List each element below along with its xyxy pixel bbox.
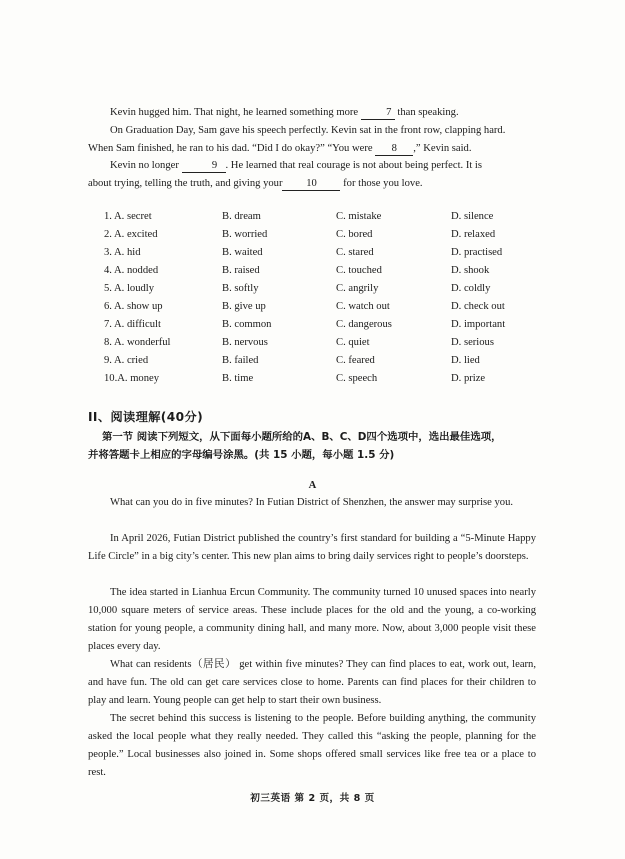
cloze-line-2: On Graduation Day, Sam gave his speech perfectly. Kevin sat in the front row, clapping hard. bbox=[110, 125, 506, 136]
cloze-text: than speaking. bbox=[394, 107, 459, 118]
passage-paragraph-2: In April 2026, Futian District published the country’s first standard for building a “5-Minute Happy Life Circle” in a big city’s center. This new plan aims to bring daily services right to people’s doorsteps. bbox=[88, 533, 536, 562]
option-a: 5. A. loudly bbox=[104, 283, 155, 294]
option-row-4 bbox=[104, 262, 534, 280]
cloze-text: Kevin no longer bbox=[110, 160, 182, 171]
option-c: C. mistake bbox=[336, 211, 382, 222]
option-d: D. serious bbox=[451, 337, 494, 348]
option-a: 8. A. wonderful bbox=[104, 337, 171, 348]
option-b: B. common bbox=[222, 319, 272, 330]
option-b: B. waited bbox=[222, 247, 263, 258]
option-a: 1. A. secret bbox=[104, 211, 152, 222]
option-b: B. worried bbox=[222, 229, 268, 240]
option-row-8 bbox=[104, 334, 534, 352]
section-instructions-line-2: 并将答题卡上相应的字母编号涂黑。(共 15 小题，每小题 1.5 分) bbox=[88, 449, 395, 461]
cloze-text: for those you love. bbox=[340, 178, 423, 189]
blank-7: 7 bbox=[361, 107, 395, 120]
option-c: C. bored bbox=[336, 229, 373, 240]
cloze-text: Kevin hugged him. That night, he learned something more bbox=[110, 107, 361, 118]
cloze-line-3 bbox=[88, 140, 536, 158]
option-d: D. lied bbox=[451, 355, 480, 366]
option-d: D. prize bbox=[451, 373, 486, 384]
option-b: B. softly bbox=[222, 283, 259, 294]
option-c: C. feared bbox=[336, 355, 375, 366]
cloze-line-4 bbox=[88, 157, 536, 175]
option-c: C. dangerous bbox=[336, 319, 392, 330]
cloze-text: When Sam finished, he ran to his dad. “Did I do okay?” “You were bbox=[88, 143, 376, 154]
option-c: C. quiet bbox=[336, 337, 370, 348]
option-c: C. angrily bbox=[336, 283, 379, 294]
page-footer: 初三英语 第 2 页，共 8 页 bbox=[250, 793, 375, 804]
passage-paragraph-5: The secret behind this success is listening to the people. Before building anything, the community asked the local people what they really needed. They called this “asking the people, planning for the people.” Local businesses also joined in. Some shops offered small services like free tea or a place to rest. bbox=[88, 713, 536, 778]
option-d: D. relaxed bbox=[451, 229, 496, 240]
blank-9: 9 bbox=[182, 160, 226, 173]
option-a: 6. A. show up bbox=[104, 301, 163, 312]
option-b: B. failed bbox=[222, 355, 259, 366]
option-row-10 bbox=[104, 370, 534, 388]
option-d: D. coldly bbox=[451, 283, 491, 294]
section-instructions-line-1: 第一节 阅读下列短文，从下面每小题所给的A、B、C、D四个选项中，选出最佳选项， bbox=[102, 431, 502, 443]
option-b: B. nervous bbox=[222, 337, 268, 348]
option-row-6 bbox=[104, 298, 534, 316]
option-a: 2. A. excited bbox=[104, 229, 158, 240]
cloze-text: about trying, telling the truth, and giving your bbox=[88, 178, 283, 189]
cloze-text: . He learned that real courage is not about being perfect. It is bbox=[225, 160, 483, 171]
option-a: 4. A. nodded bbox=[104, 265, 159, 276]
cloze-line-1 bbox=[88, 104, 536, 122]
option-row-7 bbox=[104, 316, 534, 334]
option-row-1 bbox=[104, 208, 534, 226]
option-a: 7. A. difficult bbox=[104, 319, 161, 330]
option-row-2 bbox=[104, 226, 534, 244]
option-b: B. dream bbox=[222, 211, 261, 222]
option-c: C. touched bbox=[336, 265, 382, 276]
option-b: B. give up bbox=[222, 301, 266, 312]
option-d: D. shook bbox=[451, 265, 490, 276]
option-d: D. silence bbox=[451, 211, 494, 222]
option-row-3 bbox=[104, 244, 534, 262]
option-row-9 bbox=[104, 352, 534, 370]
option-c: C. stared bbox=[336, 247, 374, 258]
option-c: C. watch out bbox=[336, 301, 390, 312]
option-c: C. speech bbox=[336, 373, 378, 384]
option-d: D. practised bbox=[451, 247, 503, 258]
blank-8: 8 bbox=[375, 143, 413, 156]
option-row-5 bbox=[104, 280, 534, 298]
passage-label: A bbox=[308, 480, 317, 491]
section-title: II、阅读理解(40分) bbox=[88, 410, 204, 424]
passage-paragraph-3: The idea started in Lianhua Ercun Community. The community turned 10 unused spaces into nearly 10,000 square meters of service areas. These include places for the old and the young, a co-working station for young people, a community dining hall, and many more. Now, about 3,000 people visit these places every day. bbox=[88, 587, 536, 652]
option-a: 10.A. money bbox=[104, 373, 160, 384]
passage-paragraph-4: What can residents（居民） get within five minutes? They can find places to eat, work out, learn, and have fun. The old can get care services close to home. Parents can find places for their children to play and learn. Young people can get help to start their own business. bbox=[88, 659, 536, 706]
option-d: D. check out bbox=[451, 301, 505, 312]
passage-paragraph-1: What can you do in five minutes? In Futian District of Shenzhen, the answer may surprise you. bbox=[110, 497, 514, 508]
option-b: B. raised bbox=[222, 265, 260, 276]
option-d: D. important bbox=[451, 319, 506, 330]
option-a: 3. A. hid bbox=[104, 247, 141, 258]
option-b: B. time bbox=[222, 373, 254, 384]
cloze-text: ,” Kevin said. bbox=[413, 143, 472, 154]
cloze-line-5 bbox=[88, 175, 536, 193]
blank-10: 10 bbox=[282, 178, 340, 191]
option-a: 9. A. cried bbox=[104, 355, 149, 366]
